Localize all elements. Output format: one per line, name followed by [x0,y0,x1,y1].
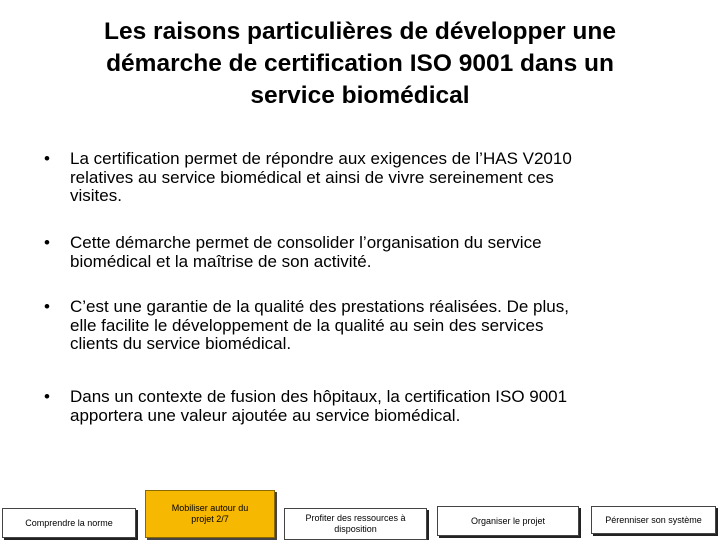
bullet-line: apportera une valeur ajoutée au service biomédical. [70,405,461,425]
slide-title [40,16,680,112]
bullet-line: elle facilite le développement de la qualité au sein des services [70,315,544,335]
bullet-line: C’est une garantie de la qualité des prestations réalisées. De plus, [70,297,569,316]
nav-step-profiter[interactable] [284,508,427,540]
nav-step-line: projet 2/7 [191,514,229,524]
nav-step-label [471,516,545,527]
nav-step-line: Organiser le projet [470,515,546,526]
bullet-dot: • [44,233,50,252]
nav-step-label [25,518,113,529]
bullet-line: clients du service biomédical. [70,334,292,353]
nav-step-label [305,513,405,535]
bullet-line: Cette démarche permet de consolider l’organisation du service [70,233,542,252]
bullet-line: relatives au service biomédical et ainsi de vivre sereinement ces [70,167,554,187]
nav-step-line: Pérenniser son système [605,514,702,525]
nav-step-line: Comprendre la norme [25,517,113,528]
bullet-dot: • [44,149,50,168]
nav-step-perenniser[interactable] [591,506,716,534]
nav-step-line: Mobiliser autour du [171,503,249,513]
bullet-text [70,234,680,271]
nav-step-line: disposition [334,524,377,534]
nav-step-line: Profiter des ressources à [305,513,406,523]
bullet-text [70,298,680,354]
nav-step-comprendre[interactable] [2,508,136,538]
title-line: service biomédical [250,82,470,109]
process-nav-bar [0,488,720,540]
bullet-line: visites. [70,186,122,205]
bullet-line: biomédical et la maîtrise de son activité. [70,251,372,271]
nav-step-label [172,503,249,525]
nav-step-label [605,515,702,526]
bullet-line: La certification permet de répondre aux exigences de l’HAS V2010 [70,149,572,168]
nav-step-mobiliser[interactable] [145,490,275,538]
bullet-text [70,388,680,425]
title-line: Les raisons particulières de développer une [104,18,616,45]
bullet-dot: • [44,387,50,406]
bullet-line: Dans un contexte de fusion des hôpitaux, la certification ISO 9001 [70,387,568,406]
nav-step-organiser[interactable] [437,506,579,536]
bullet-text [70,150,680,206]
title-line: démarche de certification ISO 9001 dans un [106,50,614,77]
bullet-dot: • [44,297,50,316]
